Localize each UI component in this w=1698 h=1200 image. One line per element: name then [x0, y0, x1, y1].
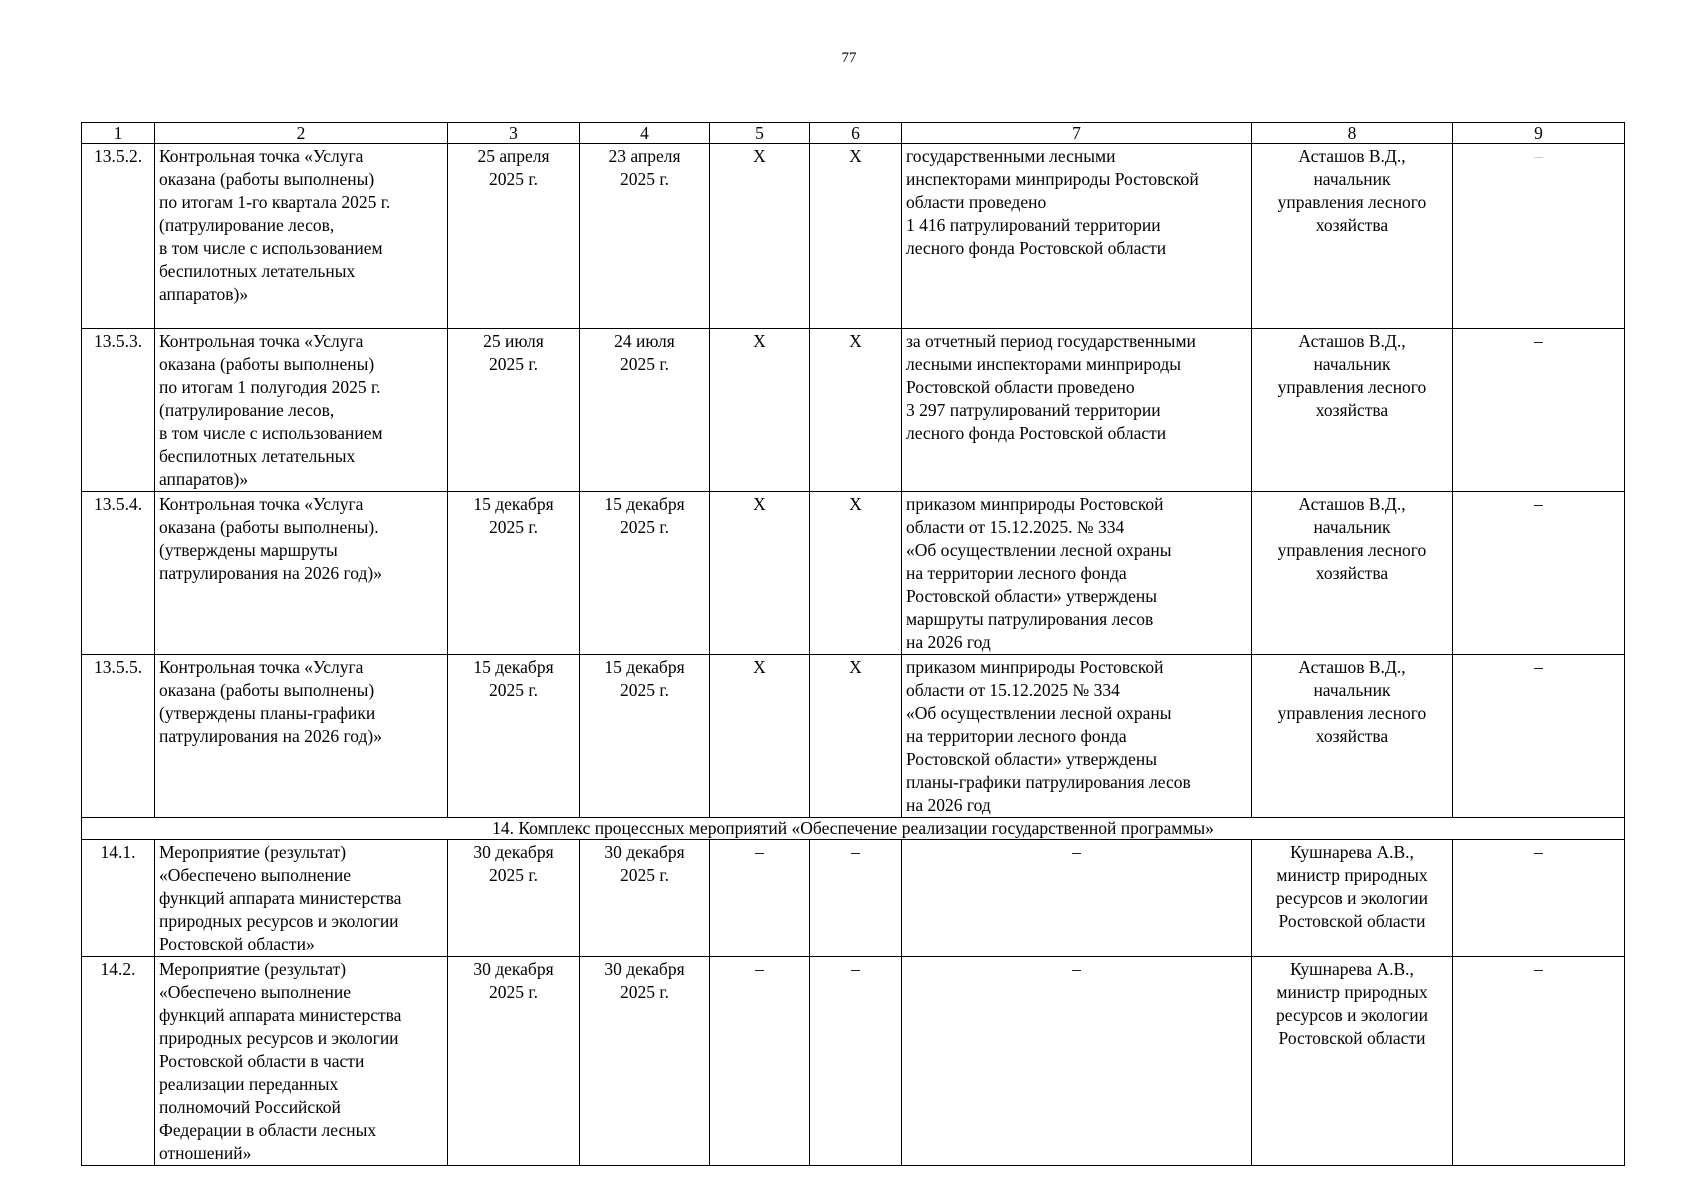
note: – [1453, 144, 1625, 329]
row-number: 13.5.4. [82, 492, 155, 655]
row-number: 14.2. [82, 957, 155, 1166]
fact-date: 23 апреля 2025 г. [580, 144, 710, 329]
column-header: 7 [902, 123, 1252, 144]
event-name: Мероприятие (результат) «Обеспечено выполнение функций аппарата министерства природных ресурсов и экологии Ростовской области» [155, 840, 448, 957]
table-row [82, 492, 1625, 655]
column-header: 4 [580, 123, 710, 144]
event-name: Контрольная точка «Услуга оказана (работы выполнены) по итогам 1 полугодия 2025 г. (патрулирование лесов, в том числе с использованием беспилотных летательных аппаратов)» [155, 329, 448, 492]
table-row [82, 957, 1625, 1166]
note: – [1453, 329, 1625, 492]
note: – [1453, 655, 1625, 818]
column-6-value: X [810, 492, 902, 655]
responsible-person: Асташов В.Д., начальник управления лесного хозяйства [1252, 655, 1453, 818]
plan-date: 15 декабря 2025 г. [448, 655, 580, 818]
responsible-person: Кушнарева А.В., министр природных ресурсов и экологии Ростовской области [1252, 840, 1453, 957]
responsible-person: Асташов В.Д., начальник управления лесного хозяйства [1252, 492, 1453, 655]
plan-date: 25 апреля 2025 г. [448, 144, 580, 329]
section-row [82, 818, 1625, 840]
execution-info: – [902, 957, 1252, 1166]
execution-info: приказом минприроды Ростовской области от 15.12.2025 № 334 «Об осуществлении лесной охраны на территории лесного фонда Ростовской области» утверждены планы-графики патрулирования лесов на 2026 год [902, 655, 1252, 818]
column-5-value: X [710, 329, 810, 492]
event-name: Контрольная точка «Услуга оказана (работы выполнены). (утверждены маршруты патрулирования на 2026 год)» [155, 492, 448, 655]
column-6-value: – [810, 840, 902, 957]
execution-info: за отчетный период государственными лесными инспекторами минприроды Ростовской области проведено 3 297 патрулирований территории лесного фонда Ростовской области [902, 329, 1252, 492]
plan-date: 15 декабря 2025 г. [448, 492, 580, 655]
execution-info: государственными лесными инспекторами минприроды Ростовской области проведено 1 416 патрулирований территории лесного фонда Ростовской области [902, 144, 1252, 329]
fact-date: 15 декабря 2025 г. [580, 492, 710, 655]
column-6-value: – [810, 957, 902, 1166]
fact-date: 30 декабря 2025 г. [580, 957, 710, 1166]
plan-date: 25 июля 2025 г. [448, 329, 580, 492]
table-row [82, 144, 1625, 329]
column-header: 6 [810, 123, 902, 144]
column-header: 1 [82, 123, 155, 144]
row-number: 13.5.2. [82, 144, 155, 329]
column-5-value: X [710, 655, 810, 818]
row-number: 13.5.5. [82, 655, 155, 818]
row-number: 14.1. [82, 840, 155, 957]
event-name: Контрольная точка «Услуга оказана (работы выполнены) по итогам 1-го квартала 2025 г. (патрулирование лесов, в том числе с использованием беспилотных летательных аппаратов)» [155, 144, 448, 329]
responsible-person: Кушнарева А.В., министр природных ресурсов и экологии Ростовской области [1252, 957, 1453, 1166]
page-number: 77 [841, 50, 857, 66]
execution-info: – [902, 840, 1252, 957]
fact-date: 30 декабря 2025 г. [580, 840, 710, 957]
column-5-value: – [710, 840, 810, 957]
column-5-value: X [710, 144, 810, 329]
column-header: 9 [1453, 123, 1625, 144]
table-row [82, 840, 1625, 957]
note: – [1453, 492, 1625, 655]
column-5-value: X [710, 492, 810, 655]
report-table [81, 122, 1625, 1166]
fact-date: 24 июля 2025 г. [580, 329, 710, 492]
column-header: 8 [1252, 123, 1453, 144]
column-header: 5 [710, 123, 810, 144]
event-name: Мероприятие (результат) «Обеспечено выполнение функций аппарата министерства природных ресурсов и экологии Ростовской области в части реализации переданных полномочий Российской Федерации в области лесных отношений» [155, 957, 448, 1166]
plan-date: 30 декабря 2025 г. [448, 840, 580, 957]
note: – [1453, 840, 1625, 957]
note: – [1453, 957, 1625, 1166]
column-6-value: X [810, 329, 902, 492]
table-row [82, 329, 1625, 492]
row-number: 13.5.3. [82, 329, 155, 492]
column-header: 2 [155, 123, 448, 144]
column-number-row [82, 123, 1625, 144]
column-5-value: – [710, 957, 810, 1166]
column-6-value: X [810, 655, 902, 818]
section-title: 14. Комплекс процессных мероприятий «Обеспечение реализации государственной программы» [82, 818, 1625, 840]
fact-date: 15 декабря 2025 г. [580, 655, 710, 818]
responsible-person: Асташов В.Д., начальник управления лесного хозяйства [1252, 329, 1453, 492]
event-name: Контрольная точка «Услуга оказана (работы выполнены) (утверждены планы-графики патрулирования на 2026 год)» [155, 655, 448, 818]
plan-date: 30 декабря 2025 г. [448, 957, 580, 1166]
table-row [82, 655, 1625, 818]
execution-info: приказом минприроды Ростовской области от 15.12.2025. № 334 «Об осуществлении лесной охраны на территории лесного фонда Ростовской области» утверждены маршруты патрулирования лесов на 2026 год [902, 492, 1252, 655]
responsible-person: Асташов В.Д., начальник управления лесного хозяйства [1252, 144, 1453, 329]
column-6-value: X [810, 144, 902, 329]
column-header: 3 [448, 123, 580, 144]
